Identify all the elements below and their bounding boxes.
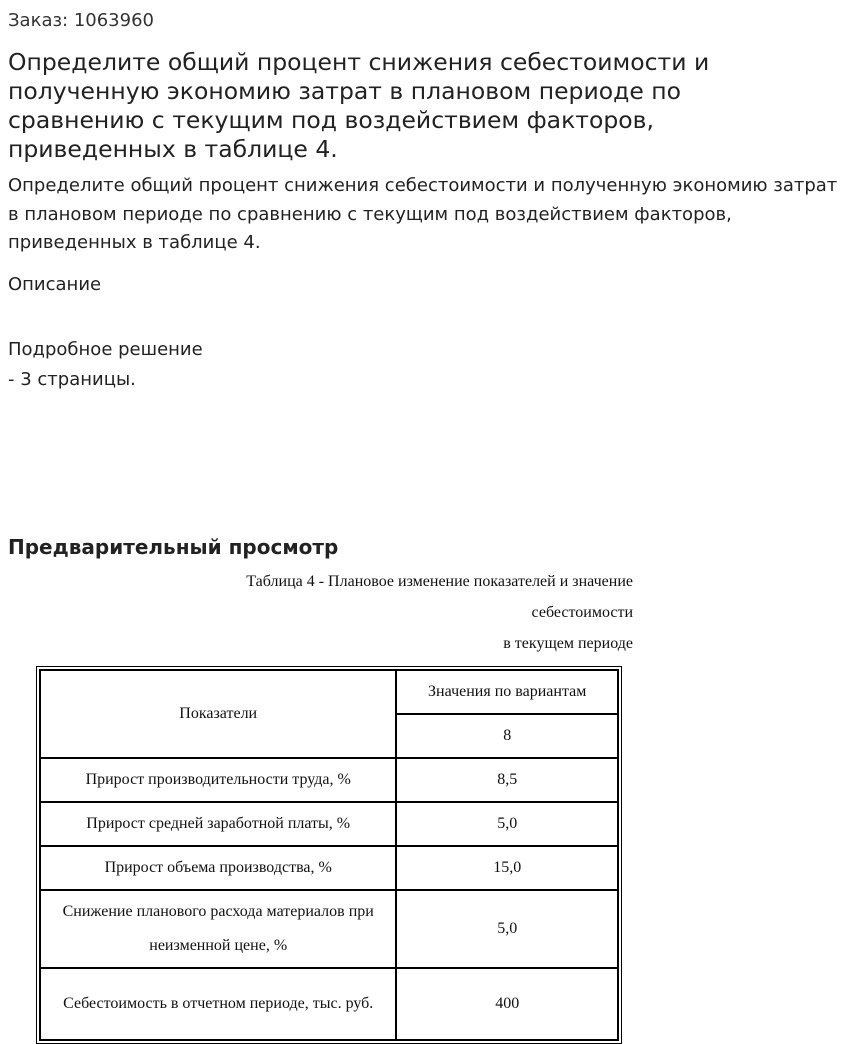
solution-info xyxy=(8,335,203,395)
table-caption xyxy=(173,566,633,659)
row-value: 5,0 xyxy=(396,890,618,968)
row-value: 8,5 xyxy=(396,758,618,802)
row-value: 15,0 xyxy=(396,846,618,890)
header-indicators: Показатели xyxy=(40,670,396,758)
row-label: Прирост производительности труда, % xyxy=(40,758,396,802)
indicator-table-frame xyxy=(36,666,622,1044)
order-number: Заказ: 1063960 xyxy=(8,10,154,31)
indicator-table xyxy=(39,669,619,1041)
header-variant: 8 xyxy=(396,714,618,758)
pages-line: - 3 страницы. xyxy=(8,369,136,390)
table-row xyxy=(40,846,618,890)
table-row xyxy=(40,758,618,802)
table-row xyxy=(40,968,618,1040)
table-caption-line: себестоимости xyxy=(531,604,633,621)
preview-heading: Предварительный просмотр xyxy=(8,535,339,559)
row-value: 400 xyxy=(396,968,618,1040)
table-header-row xyxy=(40,670,618,714)
table-row xyxy=(40,890,618,968)
row-label: Снижение планового расхода материалов при неизменной цене, % xyxy=(40,890,396,968)
solution-line: Подробное решение xyxy=(8,339,203,360)
row-label: Прирост объема производства, % xyxy=(40,846,396,890)
page-title: Определите общий процент снижения себестоимости и полученную экономию затрат в плановом периоде по сравнению с текущим под воздействием факторов, приведенных в таблице 4. xyxy=(8,48,710,163)
table-caption-line: Таблица 4 - Плановое изменение показателей и значение xyxy=(246,573,633,590)
description-label: Описание xyxy=(8,274,102,295)
table-caption-line: в текущем периоде xyxy=(503,635,633,652)
preview-image xyxy=(0,566,847,1012)
task-text: Определите общий процент снижения себестоимости и полученную экономию затрат в плановом периоде по сравнению с текущим под воздействием факторов, приведенных в таблице 4. xyxy=(8,175,838,253)
row-value: 5,0 xyxy=(396,802,618,846)
row-label: Прирост средней заработной платы, % xyxy=(40,802,396,846)
header-values: Значения по вариантам xyxy=(396,670,618,714)
table-row xyxy=(40,802,618,846)
row-label: Себестоимость в отчетном периоде, тыс. руб. xyxy=(40,968,396,1040)
